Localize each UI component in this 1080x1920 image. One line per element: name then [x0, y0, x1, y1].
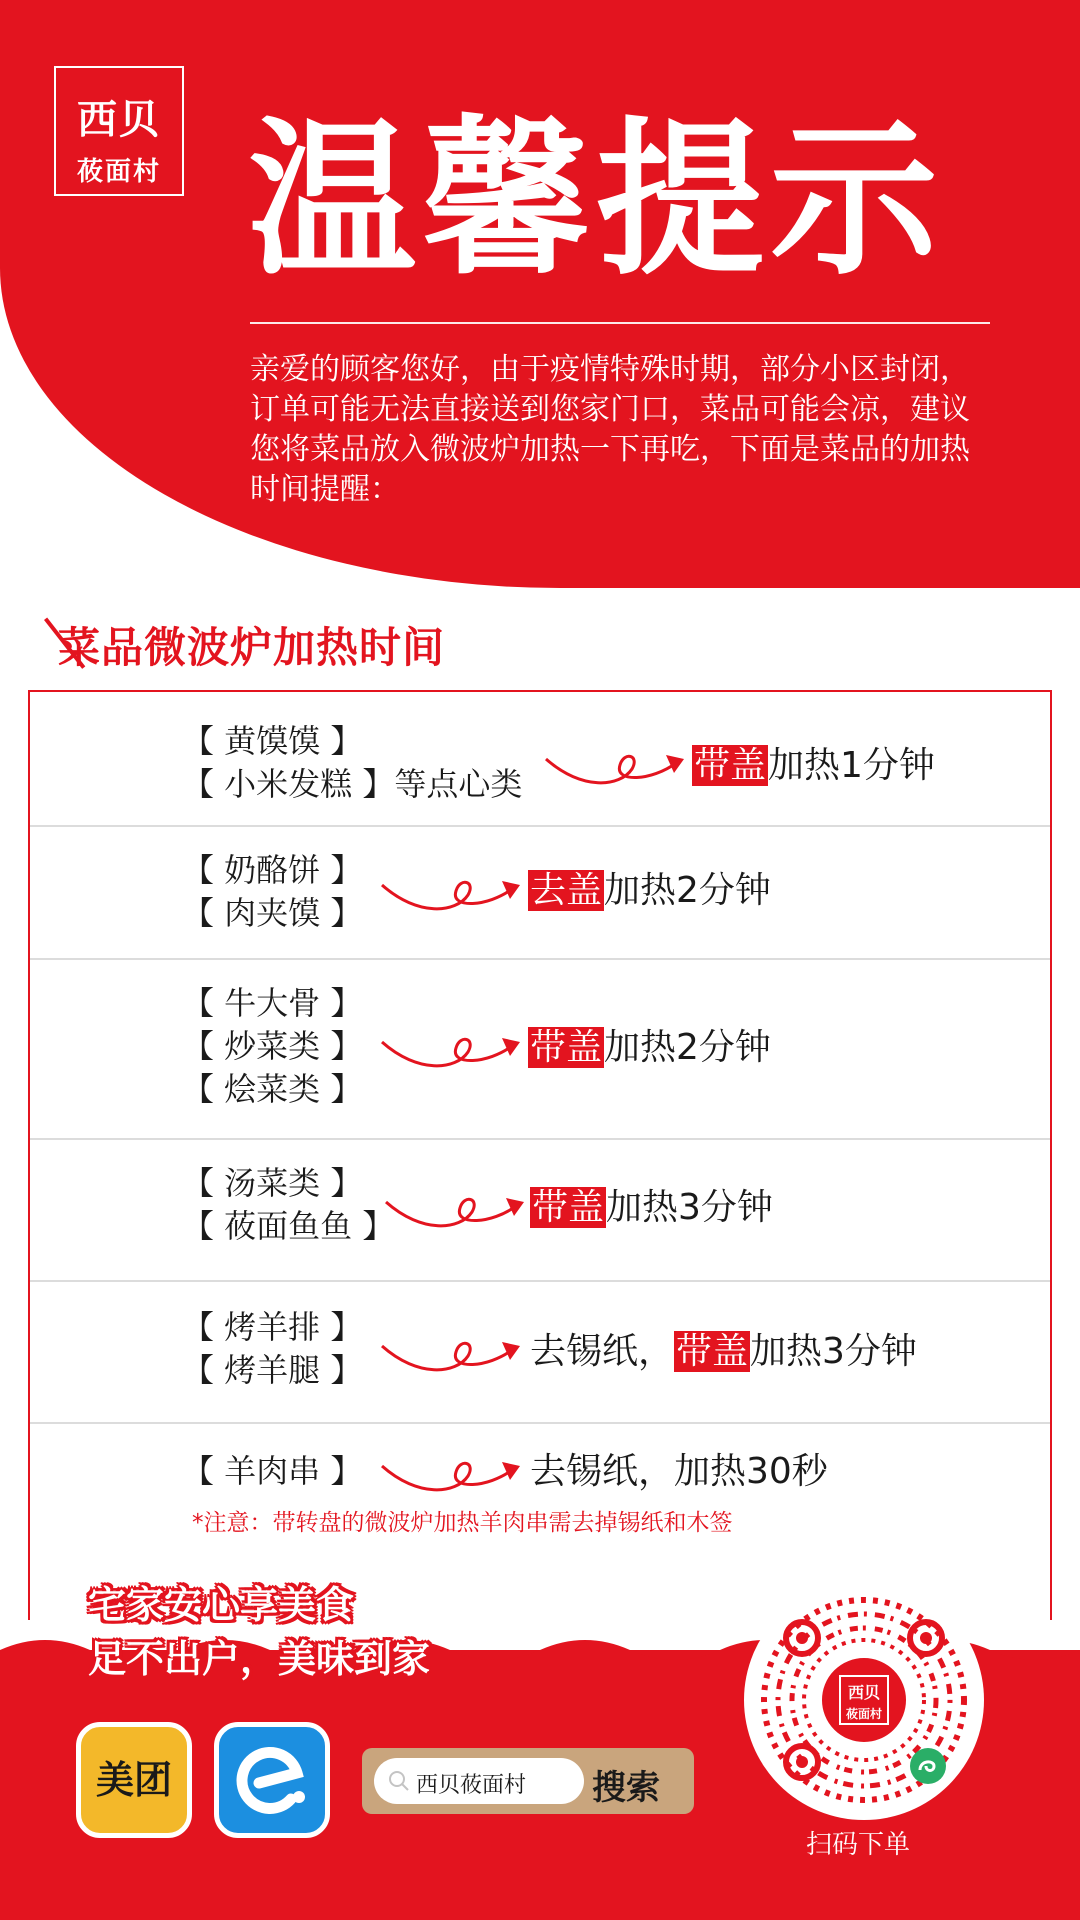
table-row — [30, 827, 1050, 960]
instruction-prefix: 去锡纸，加热30秒 — [530, 1451, 828, 1492]
logo-line1: 西贝 — [77, 97, 161, 143]
logo-line2: 莜面村 — [76, 157, 161, 187]
lid-highlight: 带盖 — [676, 1331, 749, 1372]
brand-logo — [54, 66, 184, 196]
heating-instruction — [692, 744, 935, 788]
table-row — [30, 1140, 1050, 1282]
eleme-app-icon[interactable] — [214, 1722, 330, 1838]
table-row — [30, 1282, 1050, 1424]
dish-names — [182, 1306, 362, 1392]
instruction-suffix: 加热2分钟 — [604, 870, 771, 911]
search-input-text: 西贝莜面村 — [416, 1773, 527, 1798]
dish-name: 【 烩菜类 】 — [182, 1070, 363, 1108]
dish-name: 【 肉夹馍 】 — [182, 894, 363, 932]
curly-arrow-icon — [378, 1454, 528, 1494]
dish-name: 【 小米发糕 】等点心类 — [182, 765, 523, 803]
dish-names — [182, 720, 522, 806]
dish-name: 【 烤羊腿 】 — [182, 1351, 363, 1389]
warning-note: *注意：带转盘的微波炉加热羊肉串需去掉锡纸和木签 — [192, 1510, 733, 1536]
lid-highlight: 带盖 — [530, 1027, 603, 1068]
intro-line: 时间提醒： — [250, 472, 400, 507]
instruction-suffix: 加热1分钟 — [768, 745, 935, 786]
qr-center-line1: 西贝 — [847, 1683, 881, 1702]
intro-paragraph — [250, 350, 1010, 510]
heating-instruction — [528, 869, 771, 913]
heating-instruction — [530, 1186, 773, 1230]
lid-highlight: 去盖 — [530, 870, 603, 911]
instruction-suffix: 加热3分钟 — [750, 1331, 917, 1372]
dish-names — [182, 849, 362, 935]
intro-line: 订单可能无法直接送到您家门口，菜品可能会凉，建议 — [250, 392, 970, 427]
curly-arrow-icon — [542, 747, 692, 787]
search-icon — [388, 1770, 410, 1792]
qr-center-line2: 莜面村 — [845, 1707, 883, 1721]
heating-instruction — [530, 1450, 828, 1494]
dish-name: 【 莜面鱼鱼 】 — [182, 1207, 395, 1245]
dish-name: 【 黄馍馍 】 — [182, 722, 363, 760]
dish-name: 【 烤羊排 】 — [182, 1308, 363, 1346]
mini-program-qr-code[interactable] — [744, 1580, 984, 1820]
dish-name: 【 炒菜类 】 — [182, 1027, 363, 1065]
dish-names — [182, 1162, 394, 1248]
dish-name: 【 牛大骨 】 — [182, 984, 363, 1022]
dish-names — [182, 982, 362, 1111]
curly-arrow-icon — [378, 873, 528, 913]
search-bar[interactable] — [362, 1748, 694, 1814]
curly-arrow-icon — [378, 1030, 528, 1070]
table-row — [30, 960, 1050, 1140]
intro-line: 亲爱的顾客您好，由于疫情特殊时期，部分小区封闭， — [250, 352, 970, 387]
section-title: 菜品微波炉加热时间 — [58, 623, 446, 672]
eleme-logo-icon — [219, 1727, 325, 1833]
curly-arrow-icon — [378, 1334, 528, 1374]
meituan-label: 美团 — [95, 1758, 172, 1802]
slogan-line2: 足不出户，美味到家 — [88, 1637, 431, 1681]
dish-name: 【 奶酪饼 】 — [182, 851, 363, 889]
curly-arrow-icon — [382, 1190, 532, 1230]
instruction-suffix: 加热3分钟 — [606, 1187, 773, 1228]
lid-highlight: 带盖 — [532, 1187, 605, 1228]
dish-names — [182, 1450, 362, 1493]
lid-highlight: 带盖 — [694, 745, 767, 786]
qr-label: 扫码下单 — [806, 1830, 911, 1860]
meituan-app-icon[interactable] — [76, 1722, 192, 1838]
heating-instruction — [530, 1330, 917, 1374]
search-input[interactable] — [374, 1758, 584, 1804]
search-button[interactable]: 搜索 — [592, 1768, 660, 1808]
dish-name: 【 羊肉串 】 — [182, 1452, 363, 1490]
page-title: 温馨提示 — [248, 102, 944, 298]
heating-table — [28, 690, 1052, 1620]
instruction-prefix: 去锡纸， — [530, 1331, 675, 1372]
dish-name: 【 汤菜类 】 — [182, 1164, 363, 1202]
title-divider — [250, 322, 990, 324]
heating-instruction — [528, 1026, 771, 1070]
intro-line: 您将菜品放入微波炉加热一下再吃，下面是菜品的加热 — [250, 432, 970, 467]
slogan-line1: 宅家安心享美食 — [88, 1583, 355, 1627]
instruction-suffix: 加热2分钟 — [604, 1027, 771, 1068]
table-row — [30, 692, 1050, 827]
